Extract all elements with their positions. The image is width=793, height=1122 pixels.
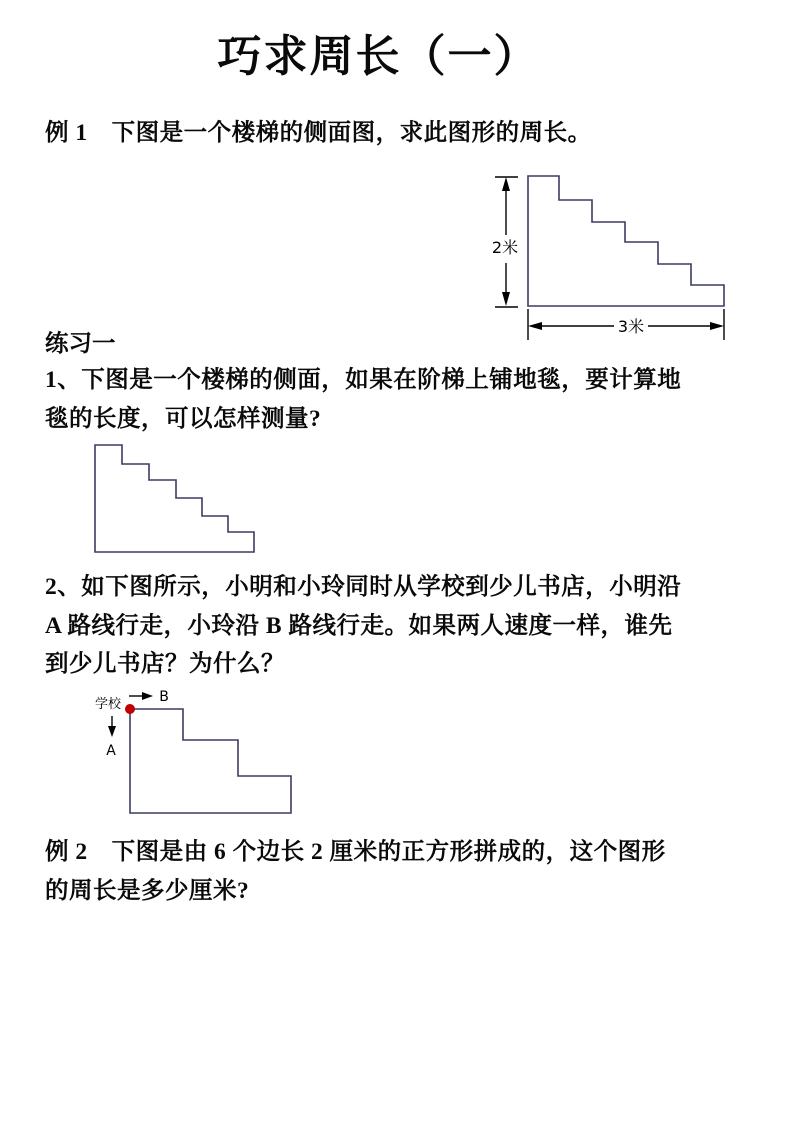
arrowhead-right-icon (710, 322, 724, 330)
text-line: 的周长是多少厘米? (45, 877, 250, 904)
start-point-dot (125, 704, 135, 714)
staircase-diagram-2 (90, 440, 270, 560)
arrowhead-right-icon (142, 692, 153, 700)
arrowhead-left-icon (528, 322, 542, 330)
arrowhead-up-icon (502, 177, 510, 191)
route-b-arrow (129, 689, 169, 705)
question1-text (45, 361, 760, 438)
text-line: 例 1 下图是一个楼梯的侧面图，求此图形的周长。 (45, 120, 592, 146)
dimension-label-height: 2米 (491, 238, 519, 257)
text-line: 2、如下图所示，小明和小玲同时从学校到少儿书店，小明沿 (45, 574, 682, 600)
school-label: 学校 (94, 697, 122, 712)
route-staircase-shape (130, 709, 291, 813)
vertical-dimension-arrow (492, 177, 518, 307)
dimension-label-width: 3米 (617, 317, 645, 336)
route-b-label: B (159, 689, 169, 705)
route-diagram (85, 686, 325, 821)
staircase-diagram-1 (475, 163, 735, 348)
exercise-heading: 练习一 (45, 331, 116, 357)
text-line: A 路线行走，小玲沿 B 路线行走。如果两人速度一样，谁先 (45, 612, 673, 639)
route-a-label: A (106, 743, 116, 759)
arrowhead-down-icon (108, 726, 116, 737)
text-line: 例 2 下图是由 6 个边长 2 厘米的正方形拼成的，这个图形 (45, 839, 666, 865)
route-a-arrow (106, 716, 116, 759)
text-line: 1、下图是一个楼梯的侧面，如果在阶梯上铺地毯，要计算地 (45, 367, 682, 393)
question2-text (45, 568, 760, 684)
example1-text (45, 114, 760, 153)
arrowhead-down-icon (502, 292, 510, 306)
example2-text (45, 833, 760, 910)
text-line: 到少儿书店？为什么？ (45, 651, 285, 678)
staircase-shape (95, 445, 254, 552)
page-title: 巧求周长（一） (217, 32, 540, 81)
horizontal-dimension-arrow (528, 309, 724, 340)
text-line: 毯的长度，可以怎样测量? (45, 405, 322, 432)
staircase-shape (528, 176, 724, 306)
